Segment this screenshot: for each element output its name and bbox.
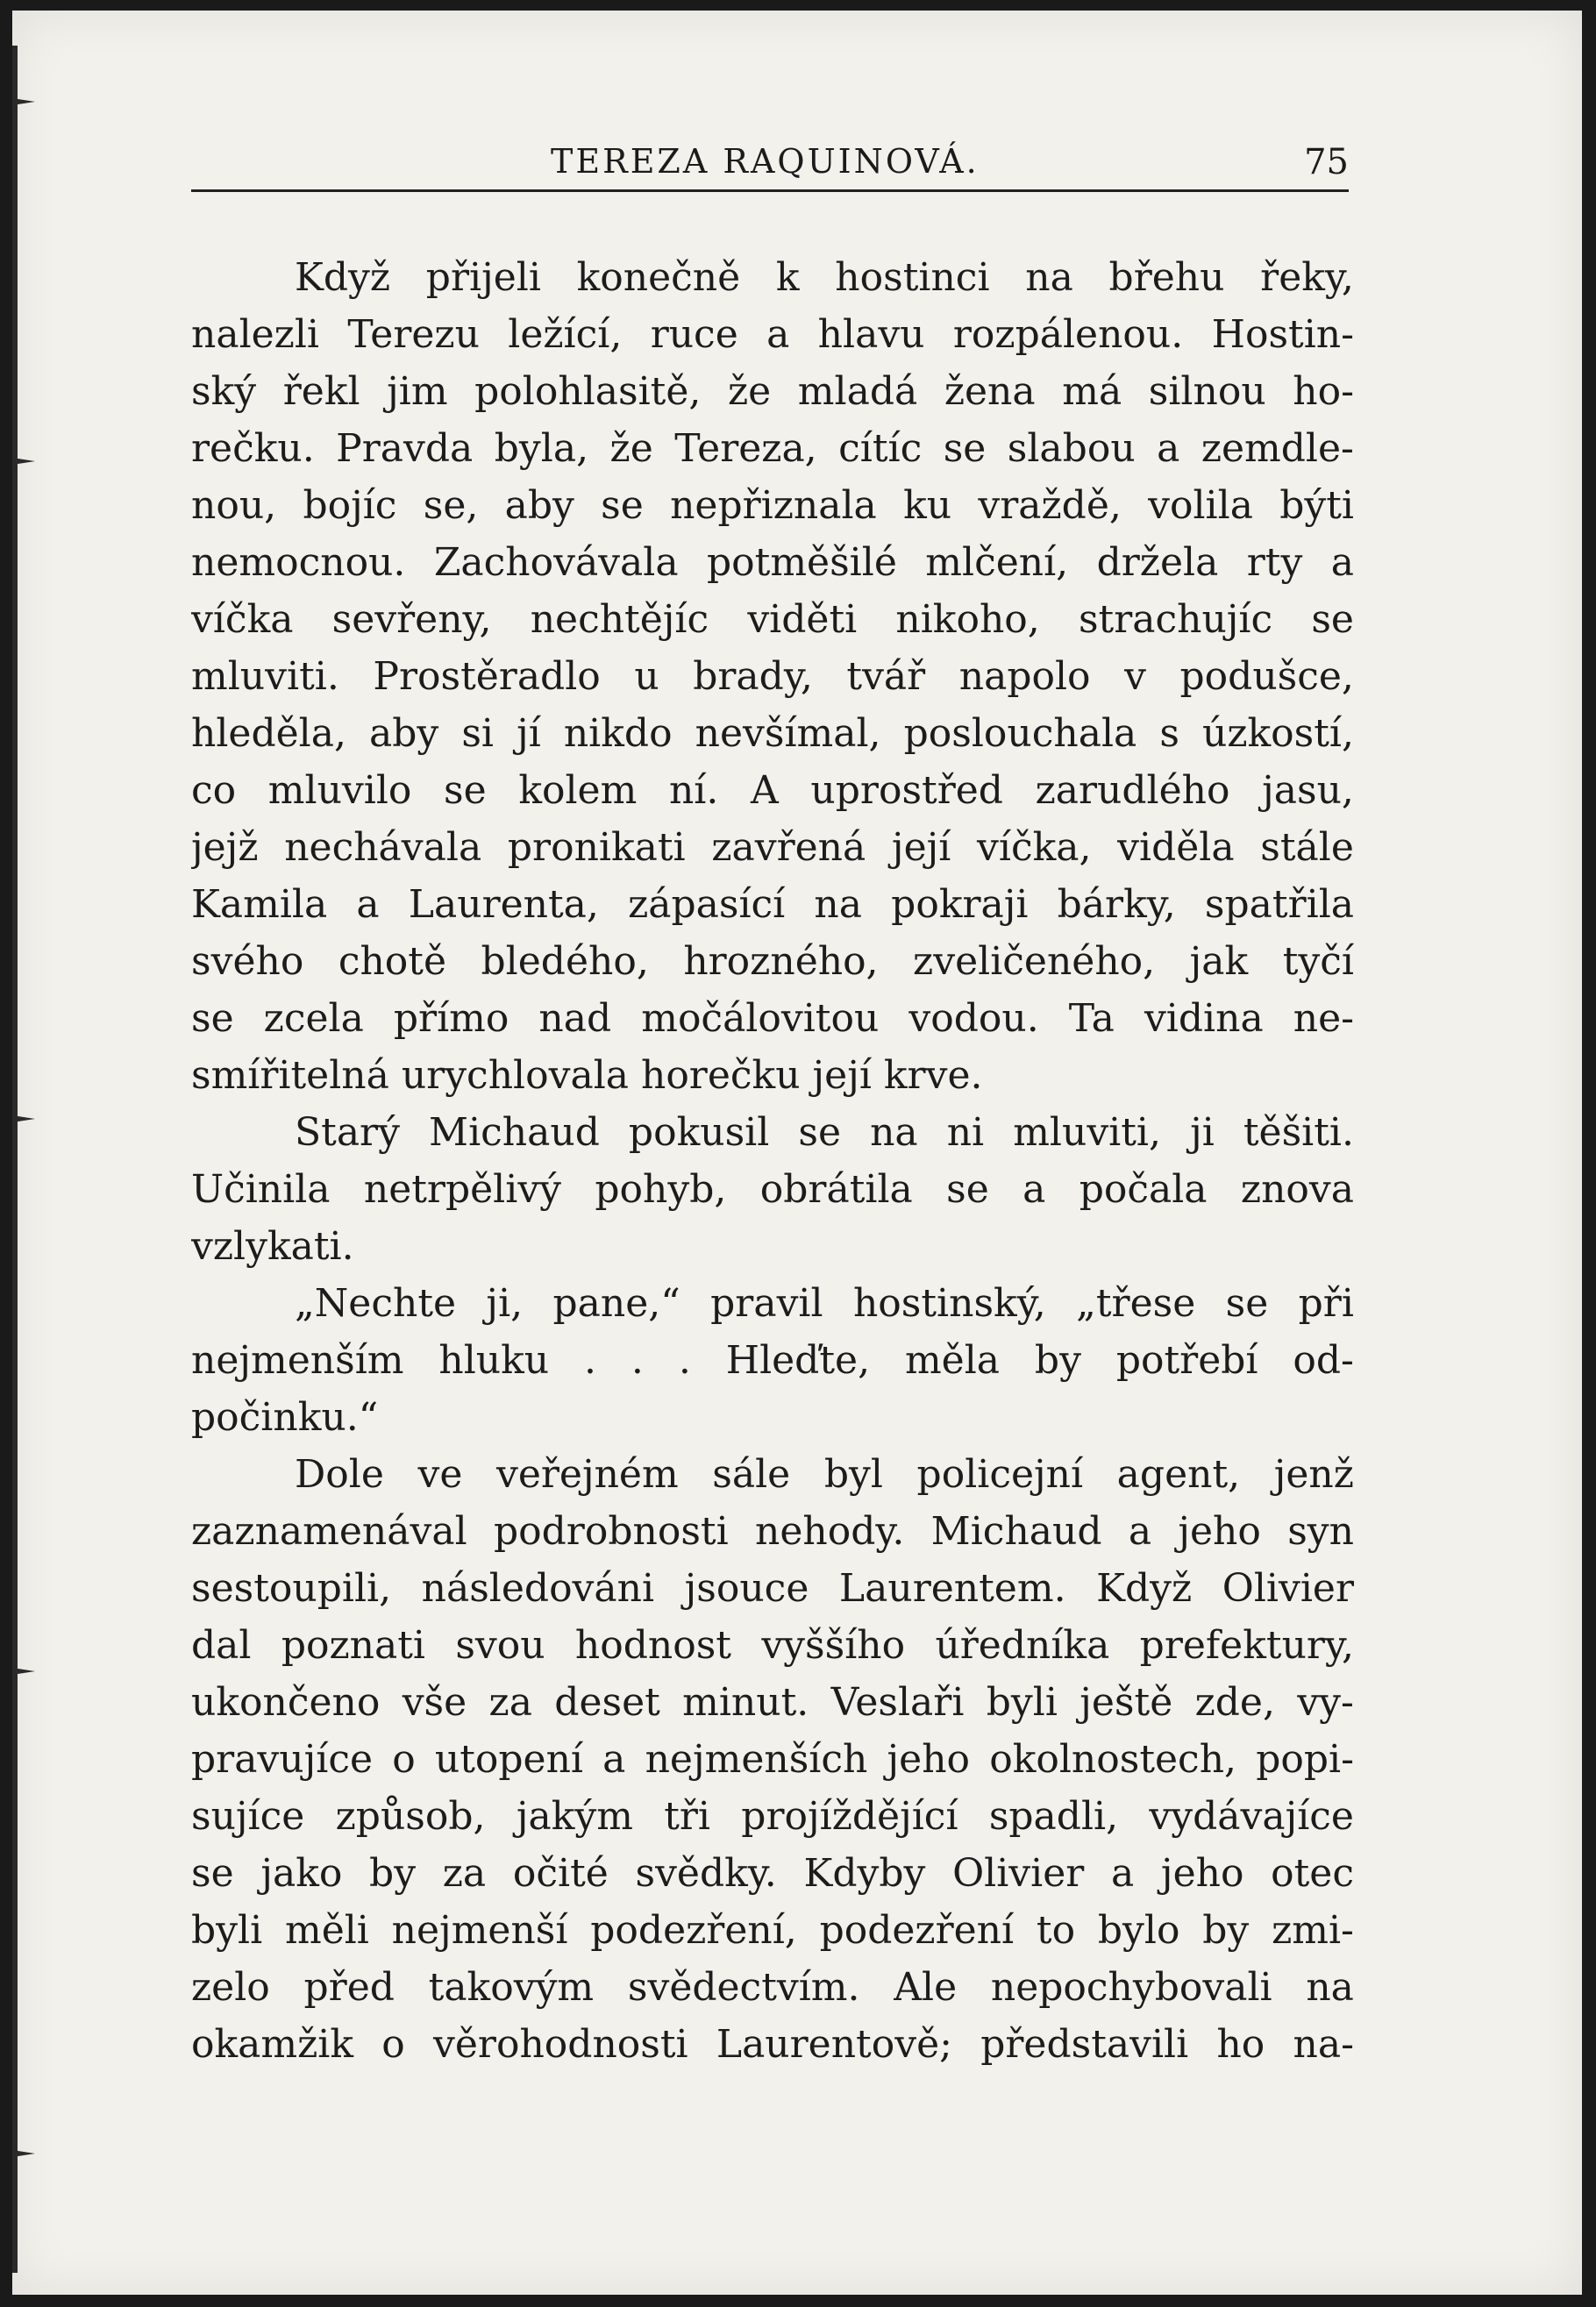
word: a <box>356 882 380 927</box>
text-line: smířitelná urychlovala horečku její krve. <box>191 1053 983 1098</box>
word: obrátila <box>759 1167 913 1212</box>
word: A <box>751 768 779 813</box>
text-line <box>191 249 1354 306</box>
word: agent, <box>1116 1452 1241 1497</box>
word: mlčení, <box>925 540 1069 585</box>
text-line <box>191 1332 1354 1389</box>
word: na <box>814 882 862 927</box>
word: popi- <box>1256 1737 1354 1782</box>
word: byli <box>191 1908 263 1953</box>
word: utopení <box>434 1737 583 1782</box>
text-line <box>191 363 1354 420</box>
word: a <box>1111 1851 1135 1896</box>
word: břehu <box>1108 255 1225 300</box>
word: Učinila <box>191 1167 331 1212</box>
word: podrobnosti <box>493 1509 729 1554</box>
word: ský <box>191 369 257 414</box>
word: byl <box>823 1452 883 1497</box>
word: tvář <box>846 654 926 699</box>
word: Michaud <box>930 1509 1102 1554</box>
word: vraždě, <box>978 483 1122 528</box>
word: pravujíce <box>191 1737 374 1782</box>
word: svou <box>455 1623 545 1668</box>
word: ukončeno <box>191 1680 381 1725</box>
word: co <box>191 768 237 813</box>
word: pronikati <box>507 825 686 870</box>
binding-edge <box>12 46 18 2273</box>
text-line <box>191 1104 1354 1161</box>
word: ní. <box>668 768 719 813</box>
word: býti <box>1279 483 1354 528</box>
text-line <box>191 819 1354 876</box>
word: viděla <box>1117 825 1235 870</box>
word: těšiti. <box>1243 1110 1354 1155</box>
word: ještě <box>1079 1680 1173 1725</box>
word: dal <box>191 1623 252 1668</box>
word: prefektury, <box>1139 1623 1354 1668</box>
word: jeho <box>887 1737 971 1782</box>
text-line <box>191 990 1354 1047</box>
page-header <box>191 140 1349 193</box>
word: vydávajíce <box>1149 1794 1354 1839</box>
word: se <box>191 1851 234 1896</box>
word: hleděla, <box>191 711 346 756</box>
word: zaznamenával <box>191 1509 467 1554</box>
word: ni <box>946 1110 985 1155</box>
word: přímo <box>393 996 509 1041</box>
word: volila <box>1148 483 1253 528</box>
word: Starý <box>295 1110 400 1155</box>
word: viděti <box>747 597 858 642</box>
word: úzkostí, <box>1201 711 1354 756</box>
text-line <box>191 705 1354 762</box>
word: rozpálenou. <box>952 312 1184 357</box>
word: řekl <box>282 369 360 414</box>
text-line <box>191 1959 1354 2016</box>
text-line <box>191 1788 1354 1845</box>
word: se <box>1311 597 1354 642</box>
word: vy- <box>1297 1680 1354 1725</box>
word: podušce, <box>1179 654 1354 699</box>
word: nejmenší <box>391 1908 568 1953</box>
text-line <box>191 1161 1354 1218</box>
word: měla <box>904 1338 1001 1383</box>
word: ne- <box>1293 996 1354 1041</box>
word: a <box>1157 426 1180 471</box>
word: hostinský, <box>852 1281 1046 1326</box>
text-line <box>191 1275 1354 1332</box>
word: chotě <box>338 939 447 984</box>
word: ji <box>1190 1110 1215 1155</box>
word: v <box>1124 654 1146 699</box>
running-title: TEREZA RAQUINOVÁ. <box>551 142 980 181</box>
word: jenž <box>1273 1452 1354 1497</box>
word: ho <box>1216 2022 1265 2067</box>
word: Ta <box>1068 996 1115 1041</box>
word: spatřila <box>1204 882 1354 927</box>
word: jako <box>260 1851 343 1896</box>
word: nejmenších <box>645 1737 868 1782</box>
word: uprostřed <box>810 768 1003 813</box>
word: aby <box>504 483 574 528</box>
word: nechávala <box>284 825 482 870</box>
binding-mark <box>12 98 35 105</box>
page-number: 75 <box>1304 142 1349 182</box>
word: víčka <box>191 597 294 642</box>
word: nepřiznala <box>670 483 877 528</box>
word: a <box>1022 1167 1046 1212</box>
word: by <box>369 1851 417 1896</box>
word: močálovitou <box>641 996 880 1041</box>
text-line <box>191 1446 1354 1503</box>
word: při <box>1298 1281 1354 1326</box>
text-line <box>191 1674 1354 1731</box>
word: Terezu <box>347 312 480 357</box>
word: na <box>870 1110 918 1155</box>
word: jim <box>387 369 448 414</box>
word: jak <box>1189 939 1249 984</box>
word: Prostěradlo <box>373 654 601 699</box>
word: rty <box>1246 540 1303 585</box>
word: . <box>584 1338 597 1383</box>
word: byli <box>986 1680 1058 1725</box>
word: způsob, <box>335 1794 486 1839</box>
word: okamžik <box>191 2022 354 2067</box>
binding-mark <box>12 1115 35 1122</box>
word: za <box>442 1851 487 1896</box>
word: se <box>798 1110 841 1155</box>
word: jakým <box>516 1794 633 1839</box>
word: pravil <box>710 1281 823 1326</box>
word: okolnostech, <box>989 1737 1237 1782</box>
word: brady, <box>693 654 813 699</box>
text-line <box>191 591 1354 648</box>
word: zavřená <box>711 825 866 870</box>
word: nejmenším <box>191 1338 404 1383</box>
word: ji, <box>486 1281 524 1326</box>
word: mladá <box>797 369 918 414</box>
word: by <box>1202 1908 1250 1953</box>
word: představili <box>980 2022 1189 2067</box>
word: bojíc <box>303 483 397 528</box>
word: žena <box>944 369 1036 414</box>
word: ve <box>417 1452 463 1497</box>
word: úředníka <box>935 1623 1110 1668</box>
word: byla, <box>494 426 589 471</box>
word: rečku. <box>191 426 315 471</box>
word: by <box>1034 1338 1081 1383</box>
word: se <box>191 996 234 1041</box>
word: Zachovávala <box>433 540 679 585</box>
word: hodnost <box>574 1623 731 1668</box>
word: takovým <box>428 1965 595 2010</box>
word: držela <box>1096 540 1219 585</box>
word: pokraji <box>891 882 1029 927</box>
word: Ale <box>894 1965 958 2010</box>
text-line <box>191 933 1354 990</box>
word: svého <box>191 939 304 984</box>
word: zcela <box>263 996 364 1041</box>
word: na <box>1306 1965 1354 2010</box>
word: bledého, <box>481 939 649 984</box>
word: netrpělivý <box>363 1167 562 1212</box>
word: od- <box>1293 1338 1354 1383</box>
word: . <box>631 1338 644 1383</box>
word: počala <box>1079 1167 1208 1212</box>
word: silnou <box>1148 369 1266 414</box>
text-line: počinku.“ <box>191 1395 379 1440</box>
word: sále <box>712 1452 791 1497</box>
text-line <box>191 1560 1354 1617</box>
word: zmi- <box>1272 1908 1354 1953</box>
word: o <box>381 2022 405 2067</box>
word: potměšilé <box>707 540 897 585</box>
word: že <box>727 369 772 414</box>
word: vodou. <box>908 996 1039 1041</box>
word: Olivier <box>1222 1566 1354 1611</box>
word: zelo <box>191 1965 270 2010</box>
word: poznati <box>281 1623 425 1668</box>
word: tyčí <box>1282 939 1354 984</box>
word: pohyb, <box>595 1167 727 1212</box>
word: Kdyby <box>803 1851 926 1896</box>
word: má <box>1062 369 1122 414</box>
word: ležící, <box>508 312 623 357</box>
word: Olivier <box>952 1851 1085 1896</box>
word: zarudlého <box>1035 768 1230 813</box>
word: a <box>766 312 790 357</box>
word: že <box>609 426 653 471</box>
word: Hleďte, <box>725 1338 871 1383</box>
word: Tereza, <box>674 426 817 471</box>
word: nalezli <box>191 312 320 357</box>
word: policejní <box>916 1452 1084 1497</box>
word: syn <box>1287 1509 1354 1554</box>
word: Laurentově; <box>716 2022 952 2067</box>
word: otec <box>1271 1851 1354 1896</box>
word: Kamila <box>191 882 328 927</box>
word: nikoho, <box>895 597 1040 642</box>
body-text <box>191 249 1354 2073</box>
text-line <box>191 420 1354 477</box>
word: nikdo <box>563 711 673 756</box>
word: zveličeného, <box>913 939 1156 984</box>
text-line <box>191 306 1354 363</box>
text-line <box>191 1731 1354 1788</box>
word: jsouce <box>684 1566 809 1611</box>
word: a <box>1330 540 1354 585</box>
word: s <box>1159 711 1179 756</box>
word: hluku <box>438 1338 550 1383</box>
word: nepochybovali <box>990 1965 1272 2010</box>
word: cítíc <box>838 426 923 471</box>
word: se <box>601 483 644 528</box>
word: jeho <box>1160 1851 1244 1896</box>
word: bylo <box>1097 1908 1180 1953</box>
word: za <box>488 1680 532 1725</box>
word: aby <box>369 711 439 756</box>
word: se <box>943 426 987 471</box>
word: tři <box>664 1794 711 1839</box>
word: její <box>891 825 951 870</box>
word: se <box>1225 1281 1269 1326</box>
word: to <box>1036 1908 1076 1953</box>
word: vidina <box>1144 996 1264 1041</box>
word: nechtějíc <box>530 597 709 642</box>
word: jeho <box>1178 1509 1261 1554</box>
binding-mark <box>12 1668 35 1675</box>
word: stále <box>1260 825 1354 870</box>
word: projíždějící <box>741 1794 958 1839</box>
word: u <box>634 654 659 699</box>
word: vše <box>402 1680 467 1725</box>
header-rule <box>191 189 1349 192</box>
text-line <box>191 876 1354 933</box>
word: Dole <box>295 1452 384 1497</box>
word: Laurentem. <box>838 1566 1066 1611</box>
word: svědectvím. <box>627 1965 860 2010</box>
word: zde, <box>1194 1680 1275 1725</box>
word: a <box>1128 1509 1152 1554</box>
word: nevšímal, <box>695 711 881 756</box>
word: nehody. <box>754 1509 905 1554</box>
word: se <box>946 1167 989 1212</box>
word: Hostin- <box>1211 312 1354 357</box>
word: ruce <box>650 312 738 357</box>
word: následováni <box>421 1566 655 1611</box>
word: „třese <box>1076 1281 1196 1326</box>
word: . <box>678 1338 691 1383</box>
word: řeky, <box>1260 255 1354 300</box>
word: sevřeny, <box>331 597 492 642</box>
word: věrohodnosti <box>433 2022 688 2067</box>
word: mluviti, <box>1013 1110 1161 1155</box>
word: svědky. <box>635 1851 777 1896</box>
word: vyššího <box>761 1623 906 1668</box>
word: veřejném <box>495 1452 679 1497</box>
word: sestoupili, <box>191 1566 392 1611</box>
text-line <box>191 762 1354 819</box>
word: potřebí <box>1115 1338 1258 1383</box>
word: Když <box>295 255 391 300</box>
word: zemdle- <box>1201 426 1354 471</box>
word: bárky, <box>1057 882 1176 927</box>
word: očité <box>512 1851 609 1896</box>
word: deset <box>554 1680 660 1725</box>
word: nou, <box>191 483 277 528</box>
binding-mark <box>12 458 35 465</box>
word: strachujíc <box>1078 597 1273 642</box>
word: sujíce <box>191 1794 305 1839</box>
word: znova <box>1240 1167 1354 1212</box>
word: „Nechte <box>295 1281 457 1326</box>
word: Michaud <box>429 1110 600 1155</box>
word: Veslaři <box>830 1680 965 1725</box>
word: napolo <box>958 654 1091 699</box>
word: poslouchala <box>903 711 1137 756</box>
word: měli <box>284 1908 369 1953</box>
text-line <box>191 477 1354 534</box>
word: víčka, <box>977 825 1092 870</box>
word: si <box>461 711 494 756</box>
word: spadli, <box>988 1794 1119 1839</box>
word: kolem <box>518 768 638 813</box>
word: nemocnou. <box>191 540 406 585</box>
word: ho- <box>1293 369 1354 414</box>
word: před <box>303 1965 395 2010</box>
word: mluviti. <box>191 654 339 699</box>
word: k <box>775 255 800 300</box>
word: pane,“ <box>552 1281 680 1326</box>
text-line <box>191 648 1354 705</box>
word: a <box>602 1737 626 1782</box>
word: hlavu <box>817 312 925 357</box>
text-line <box>191 534 1354 591</box>
word: ku <box>903 483 952 528</box>
word: jejž <box>191 825 259 870</box>
word: mluvilo <box>267 768 412 813</box>
word: hostinci <box>835 255 990 300</box>
word: hrozného, <box>683 939 879 984</box>
binding-mark <box>12 2150 35 2157</box>
word: se <box>444 768 487 813</box>
word: podezření, <box>590 1908 797 1953</box>
word: jí <box>517 711 541 756</box>
text-line <box>191 1617 1354 1674</box>
word: nad <box>538 996 612 1041</box>
word: Laurenta, <box>408 882 599 927</box>
word: na- <box>1293 2022 1354 2067</box>
word: přijeli <box>425 255 541 300</box>
text-line <box>191 1845 1354 1902</box>
word: konečně <box>576 255 741 300</box>
text-line <box>191 1503 1354 1560</box>
word: zápasící <box>628 882 786 927</box>
word: podezření <box>819 1908 1015 1953</box>
word: se, <box>423 483 479 528</box>
word: na <box>1025 255 1073 300</box>
word: jasu, <box>1262 768 1354 813</box>
word: slabou <box>1007 426 1136 471</box>
word: pokusil <box>628 1110 770 1155</box>
word: minut. <box>682 1680 809 1725</box>
word: Pravda <box>336 426 474 471</box>
text-line: vzlykati. <box>191 1224 354 1269</box>
text-line <box>191 1902 1354 1959</box>
word: Když <box>1096 1566 1193 1611</box>
word: polohlasitě, <box>474 369 702 414</box>
word: o <box>392 1737 416 1782</box>
text-line <box>191 2016 1354 2073</box>
